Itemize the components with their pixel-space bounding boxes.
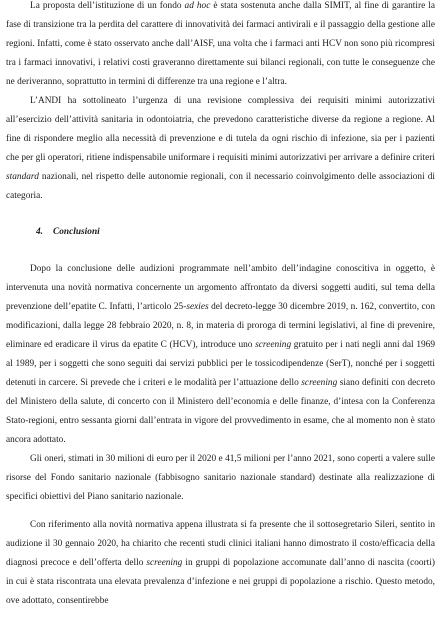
section-title: Conclusioni bbox=[53, 227, 100, 237]
text-run: è stata sostenuta anche dalla SIMIT, al fine di garantire la fase di transizione tra la perdita del carattere di innovatività dei farmaci antivirali e il passaggio della gestione alle regioni. Infatti, come è stato osservato anche dall’AISF, una volta che i farmaci anti HCV non sono più ricompresi tra i farmaci innovativi, i relativi costi graveranno direttamente sui bilanci regionali, con tutte le conseguenze che ne deriveranno, soprattutto in termini di differenze tra una regione e l’altra. bbox=[6, 1, 435, 87]
text-run: in gruppi di popolazione accomunate dall’anno di nascita (coorti) in cui è stata riscontrata una elevata prevalenza d’infezione e nei gruppi di popolazione a rischio. Questo metodo, ove adottato, consentirebbe bbox=[6, 558, 435, 606]
paragraph-andi bbox=[6, 92, 435, 206]
italic-term: ad hoc bbox=[184, 1, 211, 11]
text-run: del decreto-legge 30 dicembre 2019, n. 162, convertito, con modificazioni, dalla legge 28 febbraio 2020, n. 8, in materia di proroga di termini legislativi, al fine di prevenire, eliminare ed eradicare il virus da epatite C (HCV), introduce uno bbox=[6, 302, 435, 350]
text-run: L’ANDI ha sottolineato l’urgenza di una revisione complessiva dei requisiti minimi autorizzativi all’esercizio dell’attività sanitaria in odontoiatria, che prevedono caratteristiche diverse da regione a regione. Al fine di rispondere meglio alla necessità di prevenzione e di tutela da ogni rischio di infezione, sia per i pazienti che per gli operatori, ritiene indispensabile uniformare i requisiti minimi autorizzativi per arrivare a definire criteri bbox=[6, 96, 435, 163]
paragraph-sileri bbox=[6, 516, 435, 611]
section-number: 4. bbox=[36, 227, 44, 237]
text-run: Con riferimento alla novità normativa appena illustrata si fa presente che il sottosegretario Sileri, sentito in audizione il 30 gennaio 2020, ha chiarito che recenti studi clinici italiani hanno dimostrato il costo/efficacia della diagnosi precoce e dell’offerta dello bbox=[6, 520, 435, 568]
paragraph-oneri bbox=[6, 450, 435, 507]
paragraph-fondo-ad-hoc bbox=[6, 0, 435, 92]
text-run: La proposta dell’istituzione di un fondo bbox=[30, 1, 185, 11]
section-heading bbox=[36, 223, 435, 242]
italic-term: sexies bbox=[186, 302, 209, 312]
text-run: siano definiti con decreto del Ministero della salute, di concerto con il Ministero dell’economia e delle finanze, d’intesa con la Conferenza Stato-regioni, entro sessanta giorni dall’entrata in vigore del provvedimento in esame, che al momento non è stato ancora adottato. bbox=[6, 378, 435, 445]
text-run: nazionali, nel rispetto delle autonomie regionali, con il necessario coinvolgimento delle associazioni di categoria. bbox=[6, 172, 435, 201]
text-run: Gli oneri, stimati in 30 milioni di euro per il 2020 e 41,5 milioni per l’anno 2021, sono coperti a valere sulle risorse del Fondo sanitario nazionale (fabbisogno sanitario nazionale standard) destinate alla realizzazione di specifici obiettivi del Piano sanitario nazionale. bbox=[6, 454, 435, 502]
italic-term: screening bbox=[255, 340, 292, 350]
italic-term: screening bbox=[301, 378, 338, 388]
text-run: gratuito per i nati negli anni dal 1969 al 1989, per i soggetti che sono seguiti dai servizi pubblici per le tossicodipendenze (SerT), nonché per i soggetti detenuti in carcere. Si prevede che i criteri e le modalità per l’attuazione dello bbox=[6, 340, 435, 388]
italic-term: standard bbox=[6, 172, 39, 182]
text-run: Dopo la conclusione delle audizioni programmate nell’ambito dell’indagine conoscitiva in oggetto, è intervenuta una novità normativa concernente un argomento affrontato da diversi soggetti auditi, sul tema della prevenzione dell’epatite C. Infatti, l’articolo 25- bbox=[6, 264, 435, 312]
paragraph-novita-normativa bbox=[6, 260, 435, 450]
italic-term: screening bbox=[146, 558, 183, 568]
